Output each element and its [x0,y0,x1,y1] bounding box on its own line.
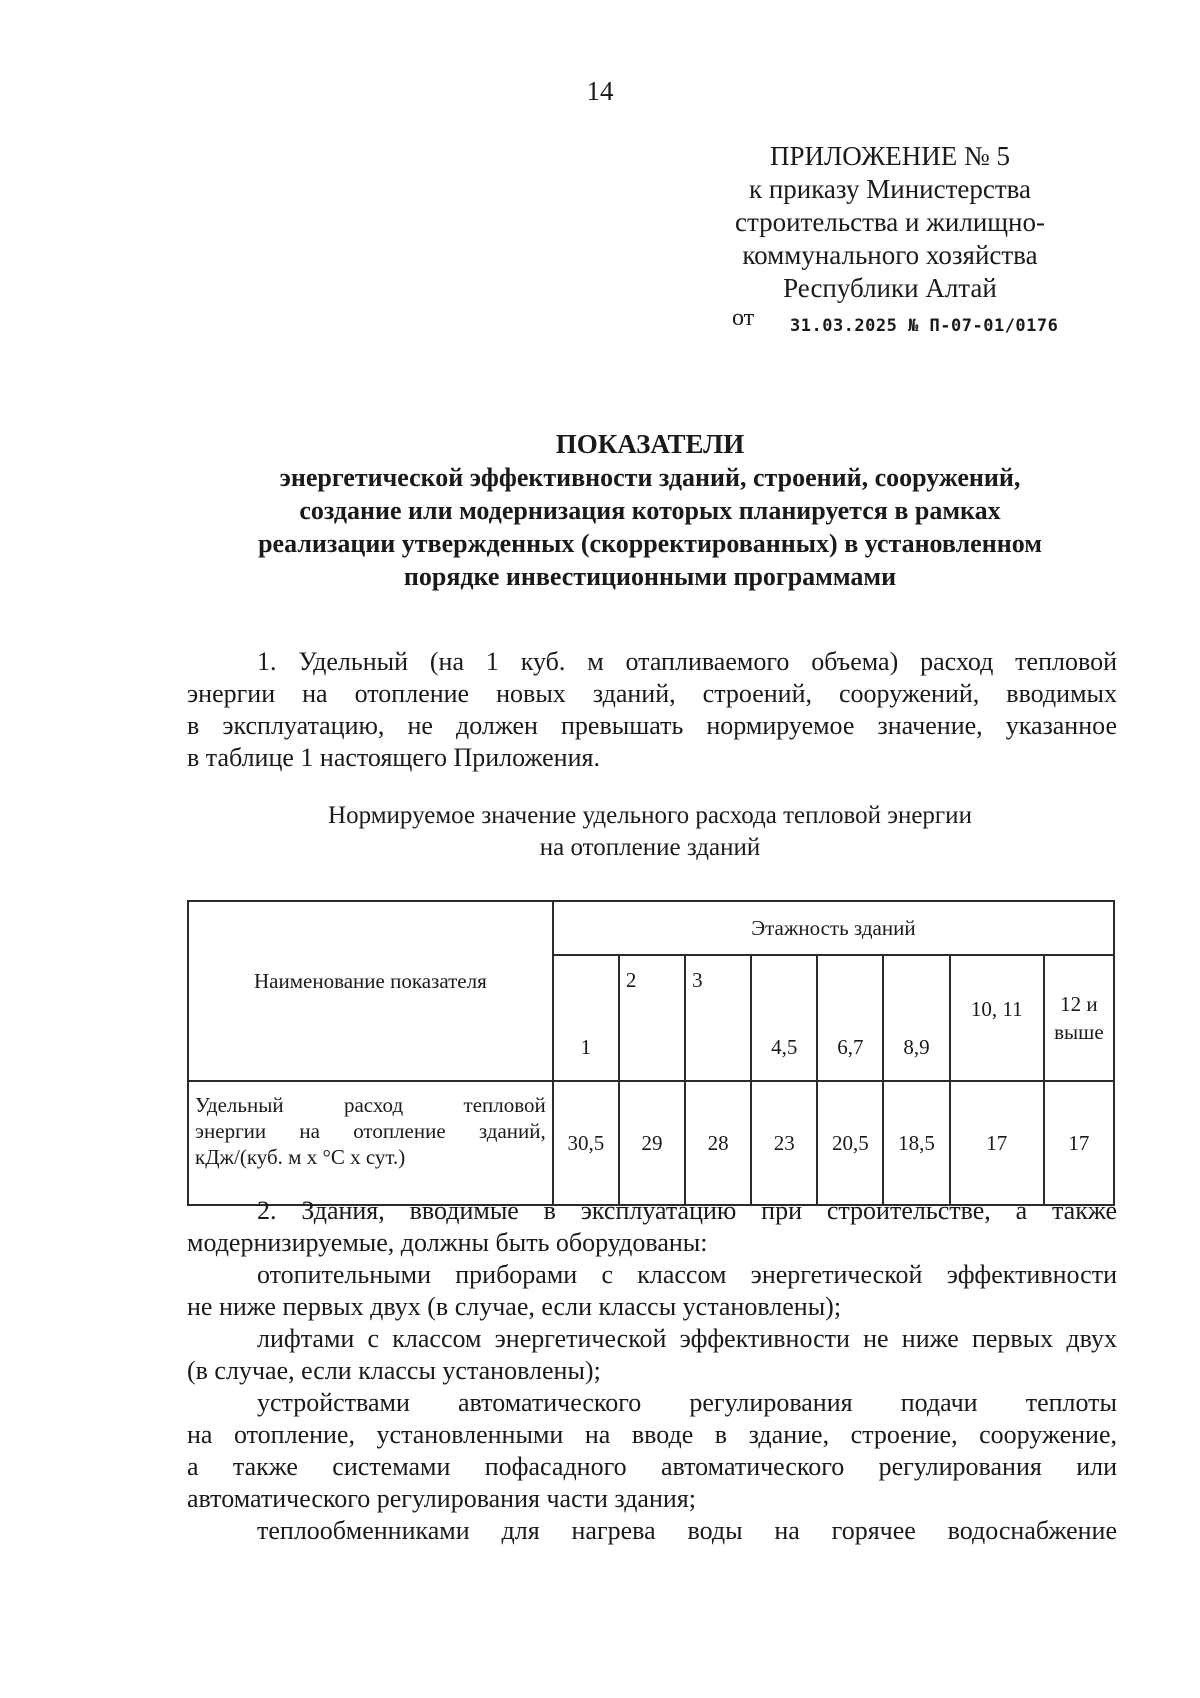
appendix-line: Республики Алтай [783,273,997,303]
floor-header-cell: 3 [685,955,751,1081]
heading-line: энергетической эффективности зданий, строений, сооружений, [279,463,1021,492]
floor-header-cell: 8,9 [883,955,949,1081]
paragraph-line: не ниже первых двух (в случае, если классы установлены); [187,1292,842,1321]
value-cell: 18,5 [883,1081,949,1205]
paragraph-line: а также системами пофасадного автоматического регулирования или [187,1452,1117,1481]
table-caption [200,800,1100,864]
paragraph-line: автоматического регулирования части здания; [187,1484,696,1513]
appendix-line: к приказу Министерства [748,174,1032,204]
appendix-line: коммунального хозяйства [742,240,1038,270]
floor-header-cell: 2 [619,955,685,1081]
energy-efficiency-table [187,900,1115,1206]
heading-title: ПОКАЗАТЕЛИ [555,429,745,459]
floor-header-cell: 12 и выше [1044,955,1114,1081]
paragraph-line: теплообменниками для нагрева воды на горячее водоснабжение [257,1516,1117,1545]
appendix-line: строительства и жилищно- [735,207,1045,237]
indicator-name-header: Наименование показателя [188,901,553,1081]
value-cell: 17 [950,1081,1044,1205]
value-cell: 20,5 [817,1081,883,1205]
value-cell: 17 [1044,1081,1114,1205]
indicator-line: кДж/(куб. м х °С х сут.) [195,1145,406,1169]
floor-header-cell: 6,7 [817,955,883,1081]
heading-line: реализации утвержденных (скорректированных) в установленном [258,529,1042,558]
page-number: 14 [586,76,614,106]
appendix-block [700,140,1080,305]
paragraph-line: в таблице 1 настоящего Приложения. [187,743,600,772]
floor-header-cell: 4,5 [751,955,817,1081]
value-cell: 30,5 [553,1081,619,1205]
paragraph-line: 1. Удельный (на 1 куб. м отапливаемого объема) расход тепловой [257,647,1117,676]
paragraph-line: лифтами с классом энергетической эффективности не ниже первых двух [257,1324,1117,1353]
indicator-name-cell [188,1081,553,1205]
paragraph-line: 2. Здания, вводимые в эксплуатацию при строительстве, а также [257,1196,1117,1225]
paragraph-1 [187,646,1117,774]
paragraph-line: на отопление, установленными на вводе в здание, строение, сооружение, [187,1420,1117,1449]
value-cell: 29 [619,1081,685,1205]
paragraph-line: отопительными приборами с классом энергетической эффективности [257,1260,1117,1289]
paragraph-line: энергии на отопление новых зданий, строений, сооружений, вводимых [187,679,1117,708]
paragraph-line: устройствами автоматического регулирования подачи теплоты [257,1388,1117,1417]
paragraph-line: модернизируемые, должны быть оборудованы: [187,1228,708,1257]
document-heading [170,428,1130,593]
value-cell: 28 [685,1081,751,1205]
indicator-line: Удельный расход тепловой [195,1093,546,1117]
floor-header-cell: 10, 11 [950,955,1044,1081]
section-2 [187,1195,1117,1547]
paragraph-line: (в случае, если классы установлены); [187,1356,601,1385]
appendix-title: ПРИЛОЖЕНИЕ № 5 [769,141,1011,171]
paragraph-line: в эксплуатацию, не должен превышать нормируемое значение, указанное [187,711,1117,740]
floor-header-cell: 1 [553,955,619,1081]
order-number-stamp: 31.03.2025 № П-07-01/0176 [790,316,1059,336]
caption-line: Нормируемое значение удельного расхода тепловой энергии [328,802,972,829]
heading-line: создание или модернизация которых планируется в рамках [299,496,1001,525]
caption-line: на отопление зданий [539,834,761,861]
order-from-label: от [732,305,755,331]
indicator-line: энергии на отопление зданий, [195,1119,546,1143]
value-cell: 23 [751,1081,817,1205]
floors-header: Этажность зданий [553,901,1114,955]
heading-line: порядке инвестиционными программами [403,562,897,591]
